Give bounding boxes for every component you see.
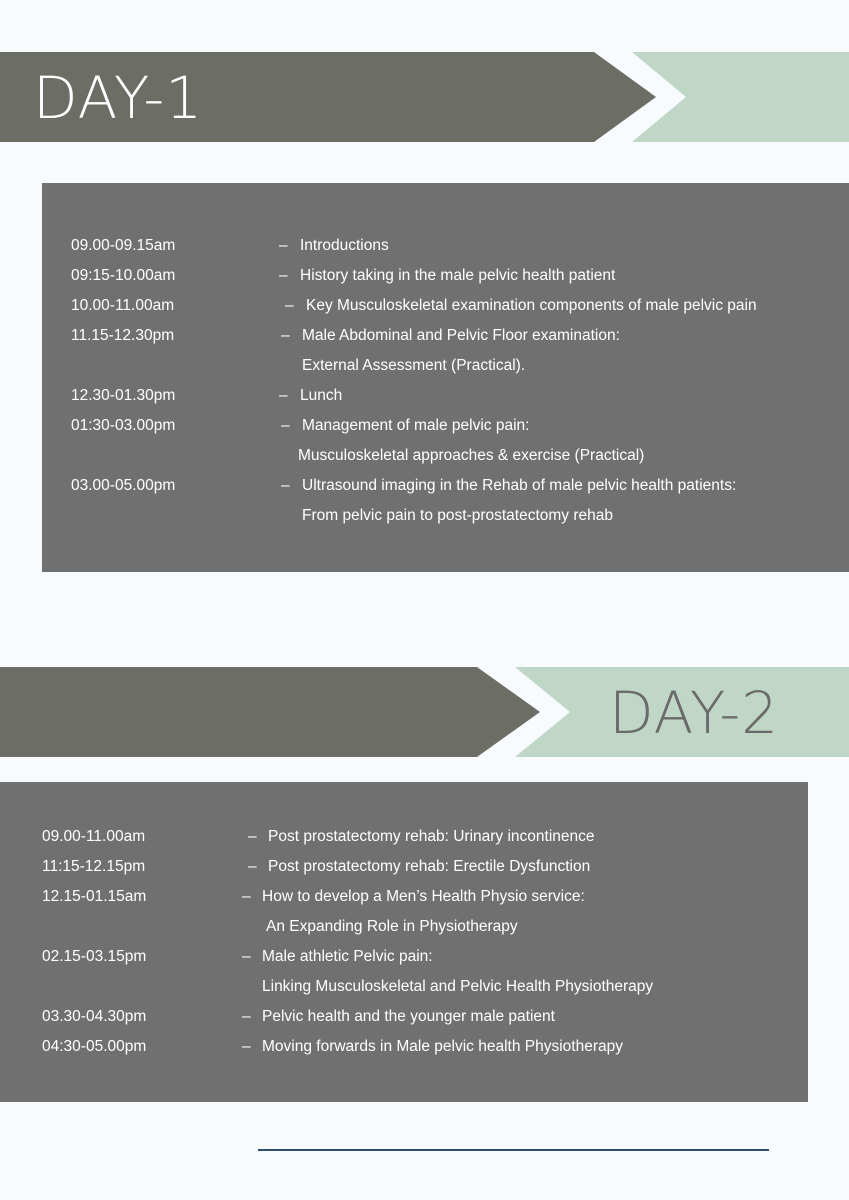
session-time: 01:30-03.00pm [71,417,176,434]
session-time: 03.00-05.00pm [71,477,176,494]
session-time: 10.00-11.00am [71,297,175,314]
session-dash: – [281,477,290,494]
session-dash: – [279,267,288,284]
session-title: Ultrasound imaging in the Rehab of male pelvic health patients: [302,477,737,494]
session-time: 09.00-11.00am [42,828,146,845]
session-dash: – [242,948,251,965]
day1-banner [0,52,849,142]
session-subtitle: Musculoskeletal approaches & exercise (Practical) [298,447,645,464]
day1-schedule-panel [42,183,849,572]
session-time: 09:15-10.00am [71,267,176,284]
session-time: 12.15-01.15am [42,888,147,905]
session-title: Post prostatectomy rehab: Erectile Dysfunction [268,858,591,875]
session-dash: – [248,858,257,875]
session-dash: – [242,888,251,905]
session-title: Moving forwards in Male pelvic health Physiotherapy [262,1038,623,1055]
session-title: How to develop a Men’s Health Physio service: [262,888,585,905]
day1-banner-light-chevron [632,52,849,142]
session-dash: – [242,1038,251,1055]
session-dash: – [248,828,257,845]
session-dash: – [279,237,288,254]
session-dash: – [281,327,290,344]
session-title: Male athletic Pelvic pain: [262,948,433,965]
session-time: 09.00-09.15am [71,237,176,254]
session-title: Key Musculoskeletal examination components of male pelvic pain [306,297,757,314]
day1-title: DAY-1 [33,64,204,132]
session-dash: – [285,297,294,314]
session-title: Introductions [300,237,389,254]
session-title: Management of male pelvic pain: [302,417,530,434]
session-dash: – [281,417,290,434]
session-title: History taking in the male pelvic health patient [300,267,616,284]
session-time: 02.15-03.15pm [42,948,147,965]
session-time: 03.30-04.30pm [42,1008,147,1025]
day2-schedule-panel [0,782,808,1102]
day2-title: DAY-2 [609,679,780,747]
session-time: 11:15-12.15pm [42,858,146,875]
session-time: 04:30-05.00pm [42,1038,147,1055]
footer-divider [258,1149,769,1151]
session-title: Male Abdominal and Pelvic Floor examination: [302,327,620,344]
session-subtitle: Linking Musculoskeletal and Pelvic Health Physiotherapy [262,978,654,995]
session-subtitle: From pelvic pain to post-prostatectomy rehab [302,507,613,524]
day2-banner [0,667,849,757]
session-dash: – [279,387,288,404]
session-dash: – [242,1008,251,1025]
session-time: 11.15-12.30pm [71,327,175,344]
session-time: 12.30-01.30pm [71,387,176,404]
session-title: Post prostatectomy rehab: Urinary incontinence [268,828,595,845]
session-title: Pelvic health and the younger male patient [262,1008,555,1025]
session-subtitle: An Expanding Role in Physiotherapy [266,918,518,935]
session-subtitle: External Assessment (Practical). [302,357,526,374]
day2-banner-dark-arrow [0,667,540,757]
session-title: Lunch [300,387,343,404]
